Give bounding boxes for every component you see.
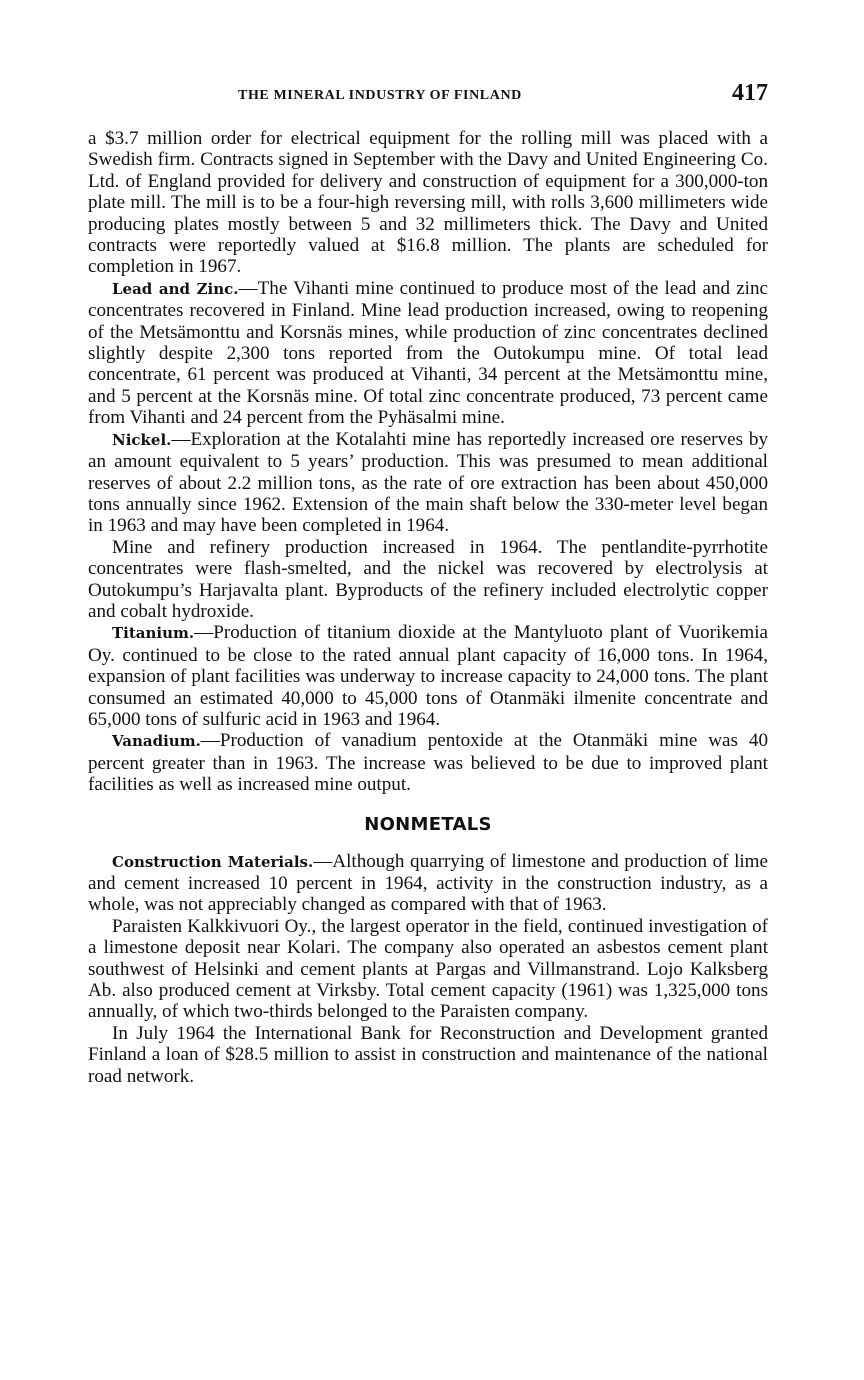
paragraph-vanadium — [88, 730, 768, 795]
paragraph-text: In July 1964 the International Bank for Reconstruction and Development granted Finland a loan of $28.5 million to assist in construction and maintenance of the national road network. — [88, 1022, 768, 1087]
paragraph-nickel-refinery — [88, 537, 768, 623]
paragraph-text: Paraisten Kalkkivuori Oy., the largest operator in the field, continued investigation of a limestone deposit near Kolari. The company also operated an asbestos cement plant southwest of Helsinki and cement plants at Pargas and Villmanstrand. Lojo Kalksberg Ab. also produced cement at Virksby. Total cement capacity (1961) was 1,325,000 tons annually, of which two-thirds belonged to the Paraisten company. — [88, 915, 768, 1023]
run-in-heading-construction-materials: Construction Materials. — [112, 852, 314, 871]
paragraph-nickel — [88, 429, 768, 537]
page-header — [88, 80, 768, 114]
run-in-heading-titanium: Titanium. — [112, 624, 195, 643]
paragraph-text: —Production of vanadium pentoxide at the Otanmäki mine was 40 percent greater than in 1963. The increase was believed to be due to improved plant facilities as well as increased mine output. — [88, 730, 768, 796]
paragraph-construction-materials — [88, 851, 768, 916]
page-number: 417 — [732, 80, 768, 106]
paragraph-world-bank-loan — [88, 1023, 768, 1087]
section-heading-nonmetals: NONMETALS — [364, 813, 492, 835]
paragraph-text: Mine and refinery production increased in 1964. The pentlandite-pyrrhotite concentrates were flash-smelted, and the nickel was recovered by electrolysis at Outokumpu’s Harjavalta plant. Byproducts of the refinery included electrolytic copper and cobalt hydroxide. — [88, 536, 768, 622]
running-title: THE MINERAL INDUSTRY OF FINLAND — [238, 88, 522, 103]
paragraph-rolling-mill — [88, 128, 768, 278]
paragraph-text: —The Vihanti mine continued to produce most of the lead and zinc concentrates recovered in Finland. Mine lead production increased, owing to reopening of the Metsämonttu and Korsnäs mines, while production of zinc concentrates declined slightly despite 2,300 tons reported from the Outokumpu mine. Of total lead concentrate, 61 percent was produced at Vihanti, 34 percent at the Metsämonttu mine, and 5 percent at the Korsnäs mine. Of total zinc concentrate produced, 73 percent came from Vihanti and 24 percent from the Pyhäsalmi mine. — [88, 277, 769, 429]
paragraph-text: a $3.7 million order for electrical equipment for the rolling mill was placed with a Swedish firm. Contracts signed in September with the Davy and United Engineering Co. Ltd. of England provided for delivery and construction of equipment for a 300,000-ton plate mill. The mill is to be a four-high reversing mill, with rolls 3,600 millimeters wide producing plates mostly between 5 and 32 millimeters thick. The Davy and United contracts were reportedly valued at $16.8 million. The plants are scheduled for completion in 1967. — [88, 128, 768, 278]
run-in-heading-nickel: Nickel. — [112, 430, 172, 449]
run-in-heading-vanadium: Vanadium. — [112, 732, 201, 751]
paragraph-text: —Although quarrying of limestone and production of lime and cement increased 10 percent in 1964, activity in the construction industry, as a whole, was not appreciably changed as compared with that of 1963. — [88, 850, 769, 916]
paragraph-paraisten — [88, 916, 768, 1023]
paragraph-text: —Exploration at the Kotalahti mine has reportedly increased ore reserves by an amount equivalent to 5 years’ production. This was presumed to mean additional reserves of about 2.2 million tons, as the rate of ore extraction has been about 450,000 tons annually since 1962. Extension of the main shaft below the 330-meter level began in 1963 and may have been completed in 1964. — [88, 428, 768, 537]
page-body — [88, 128, 768, 1087]
paragraph-titanium — [88, 622, 768, 730]
paragraph-lead-zinc — [88, 278, 768, 429]
paragraph-text: —Production of titanium dioxide at the Mantyluoto plant of Vuorikemia Oy. continued to be close to the rated annual plant capacity of 16,000 tons. In 1964, expansion of plant facilities was underway to increase capacity to 24,000 tons. The plant consumed an estimated 40,000 to 45,000 tons of Otanmäki ilmenite concentrate and 65,000 tons of sulfuric acid in 1963 and 1964. — [88, 622, 768, 730]
run-in-heading-lead-zinc: Lead and Zinc. — [112, 279, 239, 298]
